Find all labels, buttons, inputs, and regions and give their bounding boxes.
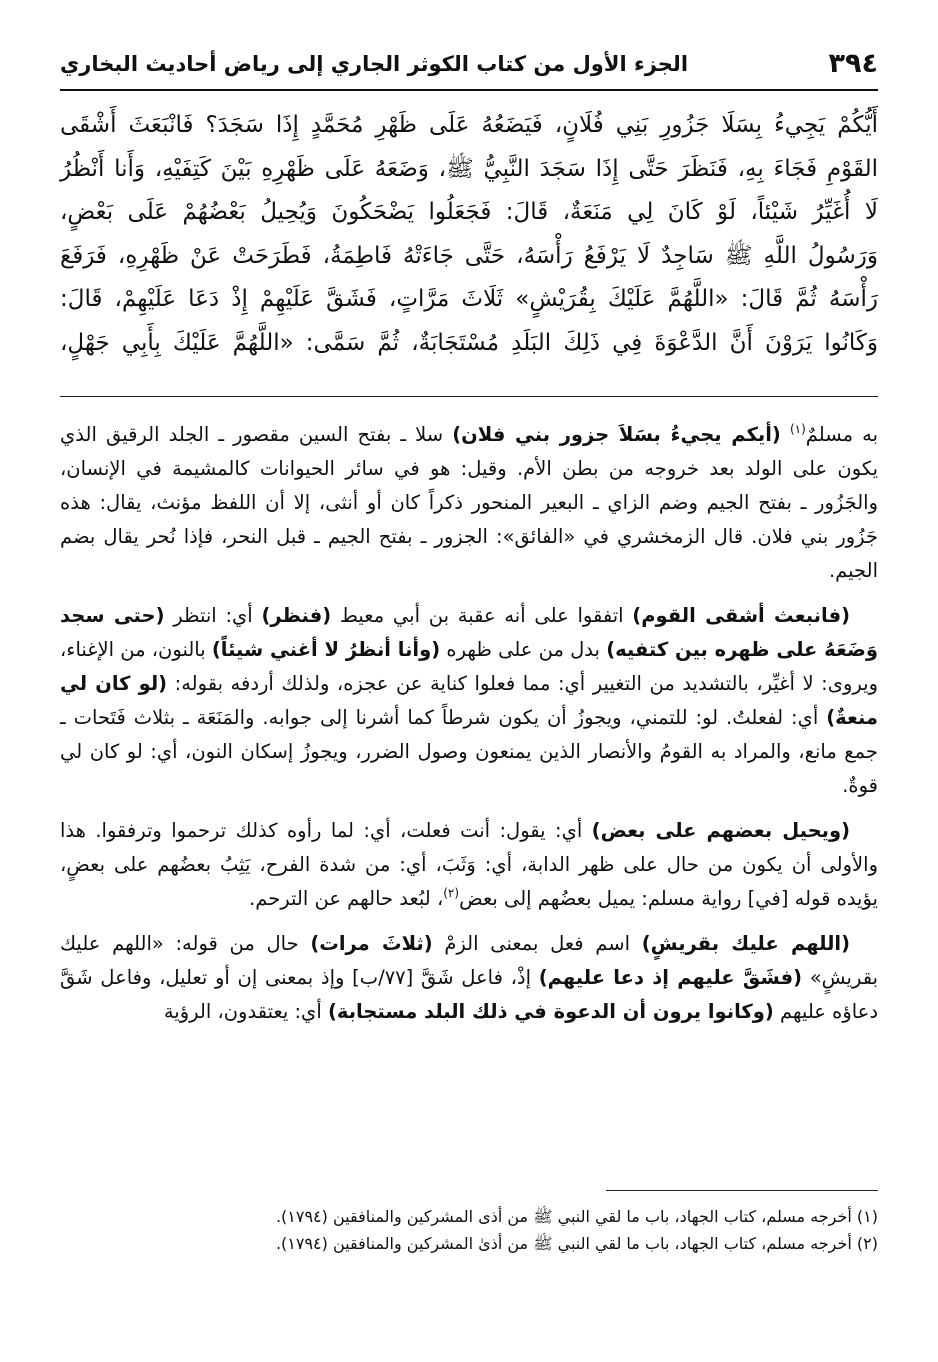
- commentary-text: حال من قوله: «اللهم عليك بقريشٍ»: [60, 932, 878, 989]
- hadith-line: رَأْسَهُ ثُمَّ قَالَ: «اللَّهُمَّ عَلَيْكَ بِقُرَيْشٍ» ثَلَاثَ مَرَّاتٍ، فَشَقَّ عَلَيْهِمْ إِذْ دَعَا عَلَيْهِمْ، قَالَ:: [60, 286, 878, 312]
- commentary-text: بالنون، من الإغناء، ويروى: لا أغيِّر، بالتشديد من التغيير أي: مما فعلوا كناية عن عجزه، ولذلك أردفه بقوله:: [60, 638, 878, 695]
- quoted-phrase: (وكانوا يرون أن الدعوة في ذلك البلد مستجابة): [327, 1000, 774, 1023]
- commentary-text: ، لبُعد حالهم عن الترحم.: [249, 887, 444, 910]
- quoted-phrase: (فنظر): [261, 604, 332, 627]
- commentary-text: اتفقوا على أنه عقبة بن أبي معيط: [331, 604, 633, 627]
- quoted-phrase: (ثلاثَ مرات): [310, 932, 433, 955]
- quoted-phrase: (فشَقَّ عليهم إذ دعا عليهم): [538, 966, 803, 989]
- hadith-line: أَيُّكُمْ يَجِيءُ بِسَلَا جَزُورِ بَنِي فُلَانٍ، فَيَضَعُهُ عَلَى ظَهْرِ مُحَمَّدٍ إِذَا سَجَدَ؟ فَانْبَعَثَ أَشْقَى: [60, 112, 878, 138]
- text-commentary-separator: [60, 396, 878, 397]
- page-header: [60, 44, 878, 86]
- commentary-text: إذْ، فاعل شَقَّ [٧٧/ب] وإذ بمعنى إن أو تعليل، وفاعل شَقَّ دعاؤه عليهم: [60, 966, 878, 1023]
- quoted-phrase: (فانبعث أشقى القوم): [632, 604, 850, 627]
- commentary-text: أي: لفعلتُ. لو: للتمني، ويجوزُ أن يكون شرطاً كما أشرنا إلى جوابه. والمَنَعَة ـ بثلاث فَتَحات ـ جمع مانع، والمراد به القومُ والأنصار الذين يمنعون وصول الضرر، ويجوزُ إسكان النون، أي: لو كان لي قوةٌ.: [60, 706, 878, 797]
- commentary-text: أي: يعتقدون، الرؤية: [163, 1000, 328, 1023]
- quoted-phrase: (حتى سجد وَضَعَهُ على ظهره بين كتفيه): [60, 604, 878, 661]
- quoted-phrase: (لو كان لي منعةٌ): [60, 672, 878, 729]
- hadith-line: لَا أُغَيِّرُ شَيْئاً، لَوْ كَانَ لِي مَنَعَةٌ، قَالَ: فَجَعَلُوا يَضْحَكُونَ وَيُحِيلُ بَعْضُهُمْ عَلَى بَعْضٍ،: [60, 199, 878, 225]
- quoted-phrase: (وأنا أنظرُ لا أغني شيئاً): [211, 638, 441, 661]
- footnote-reference: (١): [789, 422, 806, 436]
- commentary: [60, 418, 878, 1040]
- quoted-phrase: (أيكم يجيءُ بسَلاَ جزور بني فلان): [452, 423, 781, 446]
- footnote: (١) أخرجه مسلم، كتاب الجهاد، باب ما لقي النبي ﷺ من أذى المشركين والمنافقين (١٧٩٤).: [275, 1207, 878, 1226]
- quoted-phrase: (اللهم عليك بقريشٍ): [641, 932, 851, 955]
- commentary-text: اسم فعل بمعنى الزمْ: [432, 932, 642, 955]
- footnote-reference: (٢): [443, 886, 460, 900]
- hadith-text: [60, 104, 878, 365]
- commentary-text: سلا ـ بفتح السين مقصور ـ الجلد الرقيق الذي يكون على الولد بعد خروجه من بطن الأم. وقيل: هو في سائر الحيوانات كالمشيمة في الإنسان، والجَزُور ـ بفتح الجيم وضم الزاي ـ البعير المنحور ذكراً كان أو أنثى، إلا أن اللفظ مؤنث، يقال: هذه جَزُور بني فلان. قال الزمخشري في «الفائق»: الجزور ـ بفتح الجيم ـ قبل النحر، فإذا نُحر يقال بضم الجيم.: [60, 423, 878, 582]
- commentary-paragraph: [60, 599, 878, 803]
- quoted-phrase: (ويحيل بعضهم على بعض): [591, 819, 850, 842]
- hadith-line: القَوْمِ فَجَاءَ بِهِ، فَنَظَرَ حَتَّى إِذَا سَجَدَ النَّبِيُّ ﷺ، وَضَعَهُ عَلَى ظَهْرِهِ بَيْنَ كَتِفَيْهِ، وَأَنا أَنْظُرُ: [60, 155, 878, 182]
- commentary-text: أي: انتظر: [164, 604, 262, 627]
- hadith-line: وَرَسُولُ اللَّهِ ﷺ سَاجِدٌ لَا يَرْفَعُ رَأْسَهُ، حَتَّى جَاءَتْهُ فَاطِمَةُ، فَطَرَحَتْ عَنْ ظَهْرِهِ، فَرَفَعَ: [60, 242, 878, 269]
- page-number: ٣٩٤: [828, 48, 878, 79]
- footnote-separator: [606, 1190, 878, 1191]
- hadith-line: وَكَانُوا يَرَوْنَ أَنَّ الدَّعْوَةَ فِي ذَلِكَ البَلَدِ مُسْتَجَابَةٌ، ثُمَّ سَمَّى: «اللَّهُمَّ عَلَيْكَ بِأَبِي جَهْلٍ،: [60, 329, 878, 356]
- commentary-paragraph: [60, 927, 878, 1029]
- header-rule: [60, 89, 878, 91]
- footnotes: [60, 1203, 878, 1257]
- commentary-text: به مسلمٌ: [805, 423, 879, 446]
- commentary-text: أي: يقول: أنت فعلت، أي: لما رأوه كذلك ترحموا وترفقوا. هذا والأولى أن يكون من حال على ظهر الدابة، أي: وَثَبَ، أي: من شدة الفرح، يَثِبُ بعضُهم على بعضٍ، يؤيده قوله [في] رواية مسلم: يميل بعضُهم إلى بعض: [60, 819, 878, 910]
- commentary-paragraph: [60, 814, 878, 916]
- footnote: (٢) أخرجه مسلم، كتاب الجهاد، باب ما لقي النبي ﷺ من أذىٰ المشركين والمنافقين (١٧٩٤).: [275, 1234, 878, 1253]
- commentary-paragraph: [60, 418, 878, 588]
- commentary-text: بدل من على ظهره: [440, 638, 607, 661]
- running-title: الجزء الأول من كتاب الكوثر الجاري إلى رياض أحاديث البخاري: [60, 52, 689, 76]
